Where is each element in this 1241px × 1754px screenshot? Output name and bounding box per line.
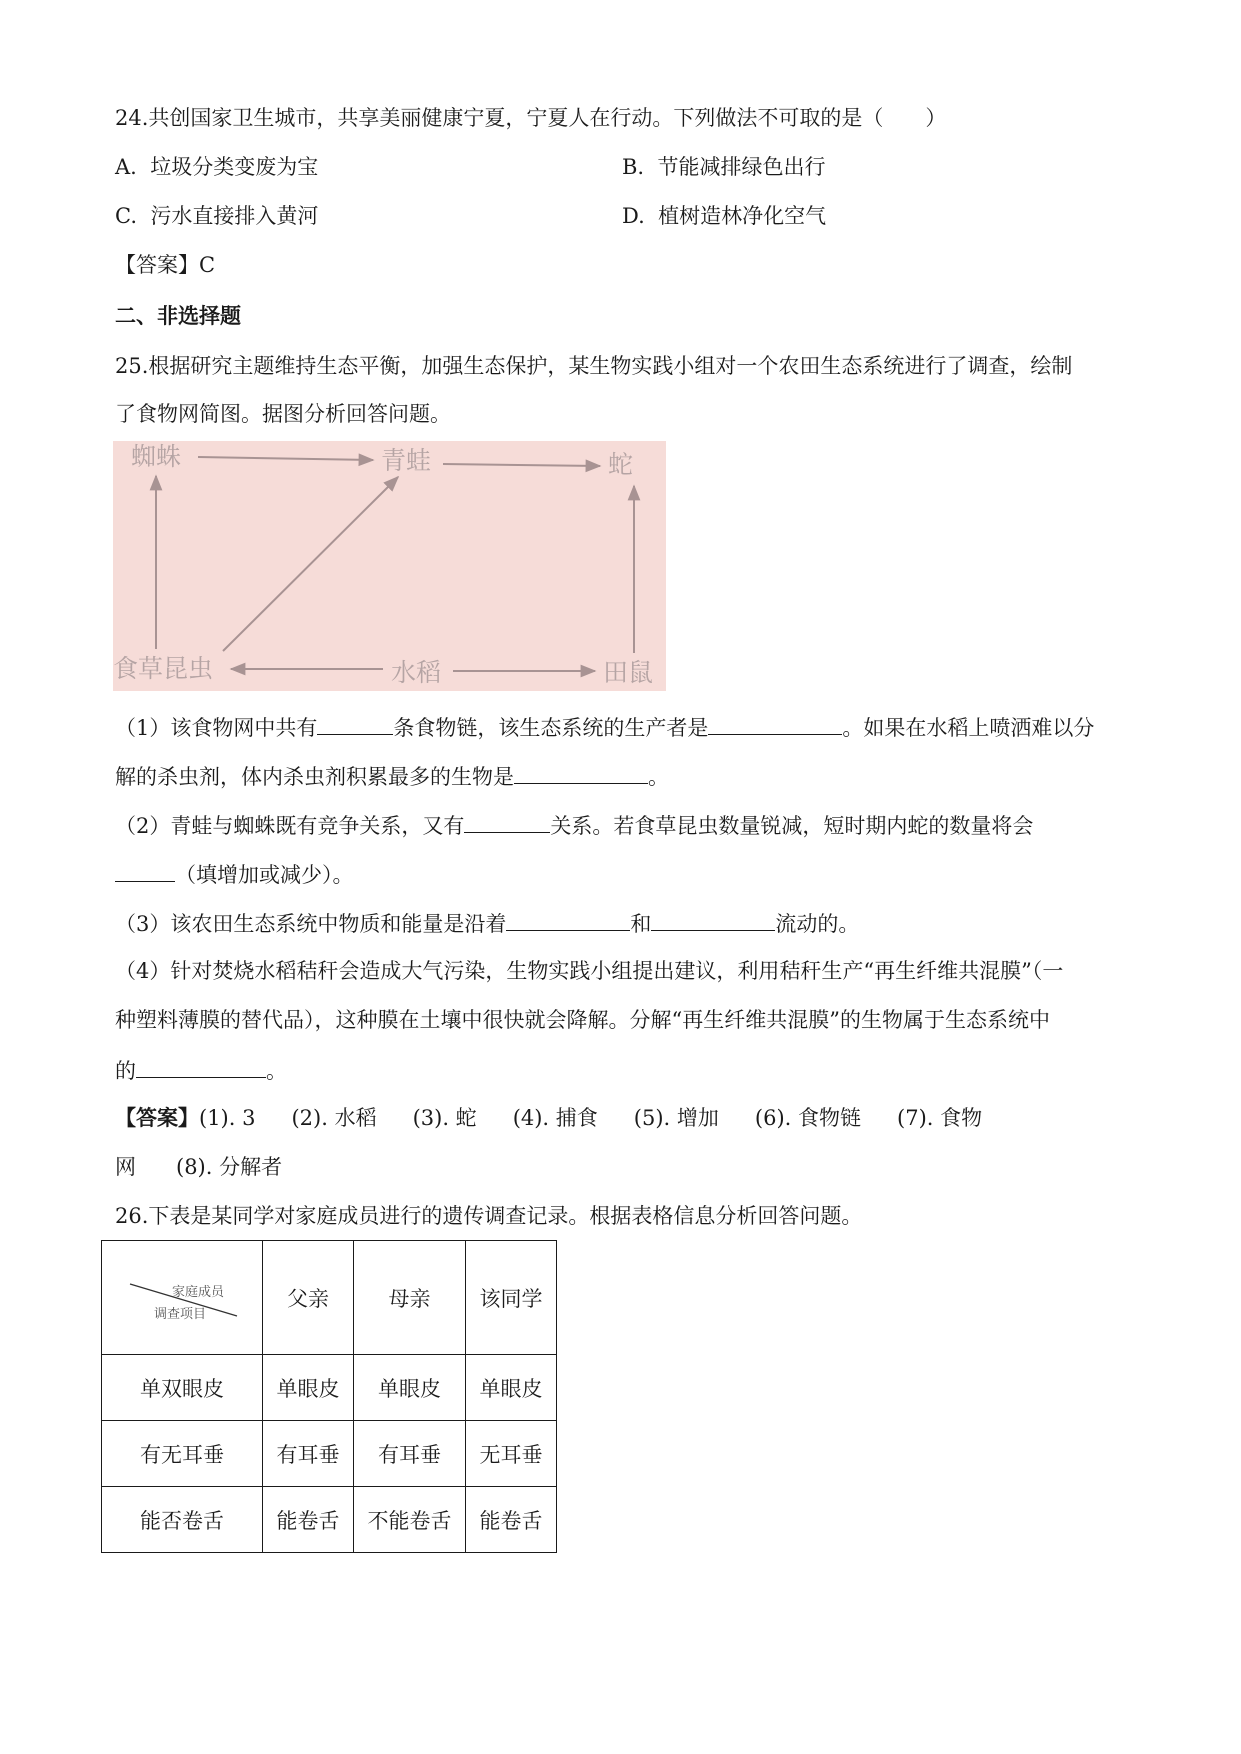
answer-item: (5). 增加: [633, 1106, 719, 1130]
cell: 无耳垂: [466, 1421, 557, 1487]
text: 关系。若食草昆虫数量锐减，短时期内蛇的数量将会: [550, 814, 1034, 838]
row-item: 有无耳垂: [102, 1421, 263, 1487]
text: 解的杀虫剂，体内杀虫剂积累最多的生物是: [115, 765, 514, 789]
q24-option-c: [115, 202, 318, 230]
text: 。如果在水稻上喷洒难以分: [842, 716, 1095, 740]
answer-label: 【答案】: [115, 1105, 199, 1130]
table-row: [102, 1421, 557, 1487]
option-text: 植树造林净化空气: [658, 204, 827, 228]
row-item: 单双眼皮: [102, 1355, 263, 1421]
header-father: 父亲: [263, 1241, 354, 1355]
answer-item: (4). 捕食: [512, 1106, 598, 1130]
table-header-row: [102, 1241, 557, 1355]
answer-blank[interactable]: [464, 810, 550, 833]
q25-stem-line1: 25.根据研究主题维持生态平衡，加强生态保护，某生物实践小组对一个农田生态系统进行了调查，绘制: [115, 354, 1073, 378]
arrow-insect-frog: [223, 477, 398, 651]
text: （3）该农田生态系统中物质和能量是沿着: [115, 912, 507, 936]
text: 。: [648, 765, 669, 789]
option-text: 污水直接排入黄河: [150, 204, 319, 228]
option-letter: A.: [115, 155, 137, 179]
text: （填增加或减少）。: [175, 863, 354, 887]
text: 和: [630, 912, 652, 936]
answer-blank[interactable]: [708, 712, 842, 735]
header-mother: 母亲: [354, 1241, 466, 1355]
corner-top-label: 家庭成员: [172, 1285, 225, 1300]
text: 条食物链，该生态系统的生产者是: [393, 716, 709, 740]
header-student: 该同学: [466, 1241, 557, 1355]
corner-bottom-label: 调查项目: [154, 1307, 207, 1322]
answer-blank[interactable]: [651, 908, 775, 931]
food-web-diagram: [113, 441, 666, 691]
section-title: 二、非选择题: [115, 303, 241, 328]
q24-option-d: [622, 202, 826, 230]
q25-sub2-line1: [115, 810, 1033, 840]
answer-blank[interactable]: [514, 761, 648, 784]
heredity-table: [101, 1240, 557, 1553]
answer-item: (7). 食物: [897, 1106, 983, 1130]
node-snake: 蛇: [608, 450, 634, 479]
answer-blank[interactable]: [506, 908, 630, 931]
q25-stem-line2: 了食物网简图。据图分析回答问题。: [115, 402, 451, 426]
arrow-spider-frog: [198, 457, 373, 460]
q25-answer-line2: [115, 1153, 282, 1181]
cell: 单眼皮: [466, 1355, 557, 1421]
option-letter: D.: [622, 204, 645, 228]
answer-wrap: 网: [115, 1155, 136, 1179]
option-letter: B.: [622, 155, 645, 179]
answer-item: (3). 蛇: [412, 1106, 477, 1130]
q24-option-b: [622, 153, 825, 181]
node-mouse: 田鼠: [603, 658, 654, 687]
q24-option-a: [115, 153, 318, 181]
arrow-frog-snake: [443, 464, 600, 466]
food-web-svg: [113, 441, 666, 691]
text: 的: [115, 1059, 136, 1083]
text: （1）该食物网中共有: [115, 716, 318, 740]
q25-sub4-line3: [115, 1055, 287, 1085]
corner-cell: [102, 1241, 263, 1355]
row-item: 能否卷舌: [102, 1487, 263, 1553]
node-insect: 食草昆虫: [113, 654, 214, 683]
text: 。: [266, 1059, 287, 1083]
table-row: [102, 1355, 557, 1421]
q25-sub2-line2: [115, 859, 354, 889]
answer-item: (2). 水稻: [291, 1106, 377, 1130]
q25-answer-line1: [115, 1104, 982, 1132]
q25-sub4-line2: 种塑料薄膜的替代品），这种膜在土壤中很快就会降解。分解“再生纤维共混膜”的生物属于生态系统中: [115, 1008, 1050, 1032]
text: 流动的。: [775, 912, 860, 936]
option-text: 垃圾分类变废为宝: [150, 155, 319, 179]
q25-sub1-line2: [115, 761, 669, 791]
node-rice: 水稻: [391, 658, 442, 687]
answer-item: (8). 分解者: [176, 1155, 283, 1179]
answer-item: (1). 3: [199, 1106, 256, 1130]
table-row: [102, 1487, 557, 1553]
option-text: 节能减排绿色出行: [657, 155, 826, 179]
cell: 不能卷舌: [354, 1487, 466, 1553]
cell: 有耳垂: [263, 1421, 354, 1487]
answer-blank[interactable]: [317, 712, 393, 735]
q25-sub4-line1: （4）针对焚烧水稻秸秆会造成大气污染，生物实践小组提出建议，利用秸秆生产“再生纤维共混膜”（一: [115, 959, 1064, 983]
node-spider: 蜘蛛: [131, 442, 182, 471]
q24-answer: 【答案】C: [115, 253, 216, 277]
q26-stem: 26.下表是某同学对家庭成员进行的遗传调查记录。根据表格信息分析回答问题。: [115, 1204, 863, 1228]
cell: 单眼皮: [263, 1355, 354, 1421]
cell: 能卷舌: [263, 1487, 354, 1553]
q25-sub1-line1: [115, 712, 1094, 742]
option-letter: C.: [115, 204, 137, 228]
cell: 有耳垂: [354, 1421, 466, 1487]
answer-item: (6). 食物链: [754, 1106, 862, 1130]
cell: 能卷舌: [466, 1487, 557, 1553]
text: （2）青蛙与蜘蛛既有竞争关系，又有: [115, 814, 465, 838]
node-frog: 青蛙: [381, 446, 432, 475]
cell: 单眼皮: [354, 1355, 466, 1421]
q24-stem: 24.共创国家卫生城市，共享美丽健康宁夏，宁夏人在行动。下列做法不可取的是（ ）: [115, 106, 947, 130]
answer-blank[interactable]: [136, 1055, 266, 1078]
q25-sub3: [115, 908, 859, 938]
answer-blank[interactable]: [115, 859, 175, 882]
